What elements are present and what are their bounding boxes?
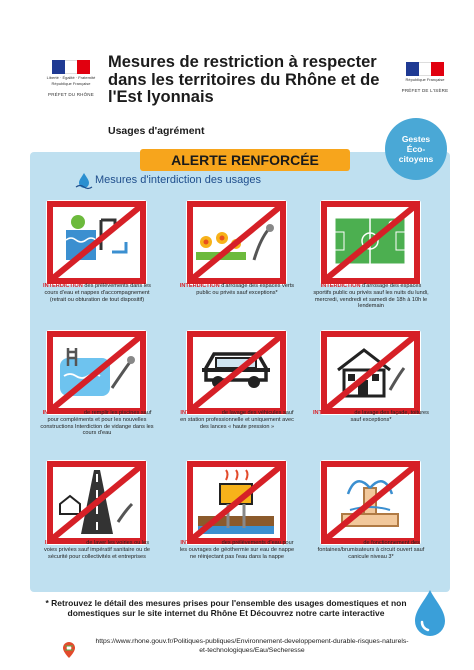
map-pin-icon: [62, 641, 76, 659]
marianne-motto: Liberté · Égalité · Fraternité: [46, 75, 96, 80]
prohibition-sign-icon: [324, 464, 417, 541]
measure-caption: [38, 283, 156, 303]
prohibition-sign-icon: [324, 334, 417, 411]
french-flag-icon: [52, 60, 90, 74]
footer-note: * Retrouvez le détail des mesures prises pour l'ensemble des usages domestiques et non domestiques sur le site internet du Rhône Et Découvrez notre carte interactive: [45, 598, 407, 618]
section-title: Mesures d'interdiction des usages: [95, 174, 261, 186]
interdiction-keyword: INTERDICTION: [322, 540, 362, 546]
measure-caption: [178, 283, 296, 297]
measure-caption: [178, 410, 296, 430]
measure-text: de lavage des véhicules sauf en station professionnelle et uniquement avec des lances « haute pression »: [180, 410, 294, 430]
french-flag-icon: [406, 62, 444, 76]
page-subtitle: Usages d'agrément: [108, 125, 205, 137]
measure-caption: [312, 540, 430, 560]
river-pump-icon: [66, 215, 126, 260]
river-pump-card: [46, 200, 147, 285]
interdiction-keyword: INTERDICTION: [320, 283, 361, 289]
measure-text: des prélèvements dans les cours d'eau et nappes d'accompagnement (retrait ou obturation de tout dispositif): [44, 283, 151, 303]
prefecture-label: PRÉFET DE L'ISÈRE: [401, 88, 449, 93]
house-facade-card: [320, 330, 421, 415]
interdiction-keyword: INTERDICTION: [43, 283, 83, 289]
water-drop-icon: [412, 588, 448, 638]
pool-card: [46, 330, 147, 415]
measure-text: de laver les voiries ou les voies privées sauf impératif sanitaire ou de sécurité pour collectivités et entreprises: [43, 540, 151, 560]
water-hand-icon: [75, 172, 93, 190]
measure-text: d'arrosage des espaces sportifs public ou privés sauf les nuits du lundi, mercredi, vendredi et samedi de 18h à 10h le lendemain: [313, 283, 429, 310]
interdiction-keyword: INTERDICTION: [313, 410, 353, 416]
prefecture-isere-logo: [394, 62, 456, 93]
fountain-card: [320, 460, 421, 545]
measure-text: de lavage des façade, toitures sauf exceptions*: [350, 410, 429, 423]
flowers-sprinkler-card: [186, 200, 287, 285]
interdiction-keyword: INTERDICTION: [179, 283, 220, 289]
measure-text: de fonctionnement des fontaines/brumisateurs à circuit ouvert sauf canicule niveau 3*: [317, 540, 425, 560]
sports-field-card: [320, 200, 421, 285]
measure-caption: [178, 540, 296, 560]
geothermal-card: [186, 460, 287, 545]
measure-text: d'arrosage des espaces verts public ou privés sauf exceptions*: [196, 283, 295, 296]
car-wash-card: [186, 330, 287, 415]
alert-level-banner: ALERTE RENFORCÉE: [140, 149, 350, 171]
measure-caption: [38, 410, 156, 437]
page-title: Mesures de restriction à respecter dans les territoires du Rhône et de l'Est lyonnais: [108, 53, 380, 106]
prefecture-label: PRÉFET DU RHÔNE: [48, 92, 94, 97]
republic-label: République Française: [405, 77, 445, 82]
prohibition-sign-icon: [50, 204, 143, 281]
interdiction-keyword: INTERDICTION: [180, 540, 221, 546]
measure-text: de remplir les piscines sauf pour compléments et pour les nouvelles constructions Interdiction de vidange dans les cours d'eau: [40, 410, 154, 437]
prefecture-rhone-logo: [40, 60, 102, 97]
measure-caption: [312, 410, 430, 424]
measure-text: des prélèvements d'eau pour les ouvrages de géothermie sur eau de nappe ne réinjectant pas l'eau dans la nappe: [179, 540, 295, 560]
interdiction-keyword: INTERDICTION: [42, 410, 83, 416]
eco-citizen-badge: Gestes Éco- citoyens: [385, 118, 447, 180]
prohibition-sign-icon: [190, 334, 283, 411]
measure-caption: [38, 540, 156, 560]
interdiction-keyword: INTERDICTION: [180, 410, 221, 416]
website-link[interactable]: https://www.rhone.gouv.fr/Politiques-publiques/Environnement-developpement-durable-risques-naturels-et-technologiques/Eau/Secheresse: [95, 638, 409, 654]
republic-label: République Française: [51, 81, 91, 86]
measure-caption: [312, 283, 430, 310]
road-wash-card: [46, 460, 147, 545]
interdiction-keyword: INTERDICTION: [44, 540, 85, 546]
